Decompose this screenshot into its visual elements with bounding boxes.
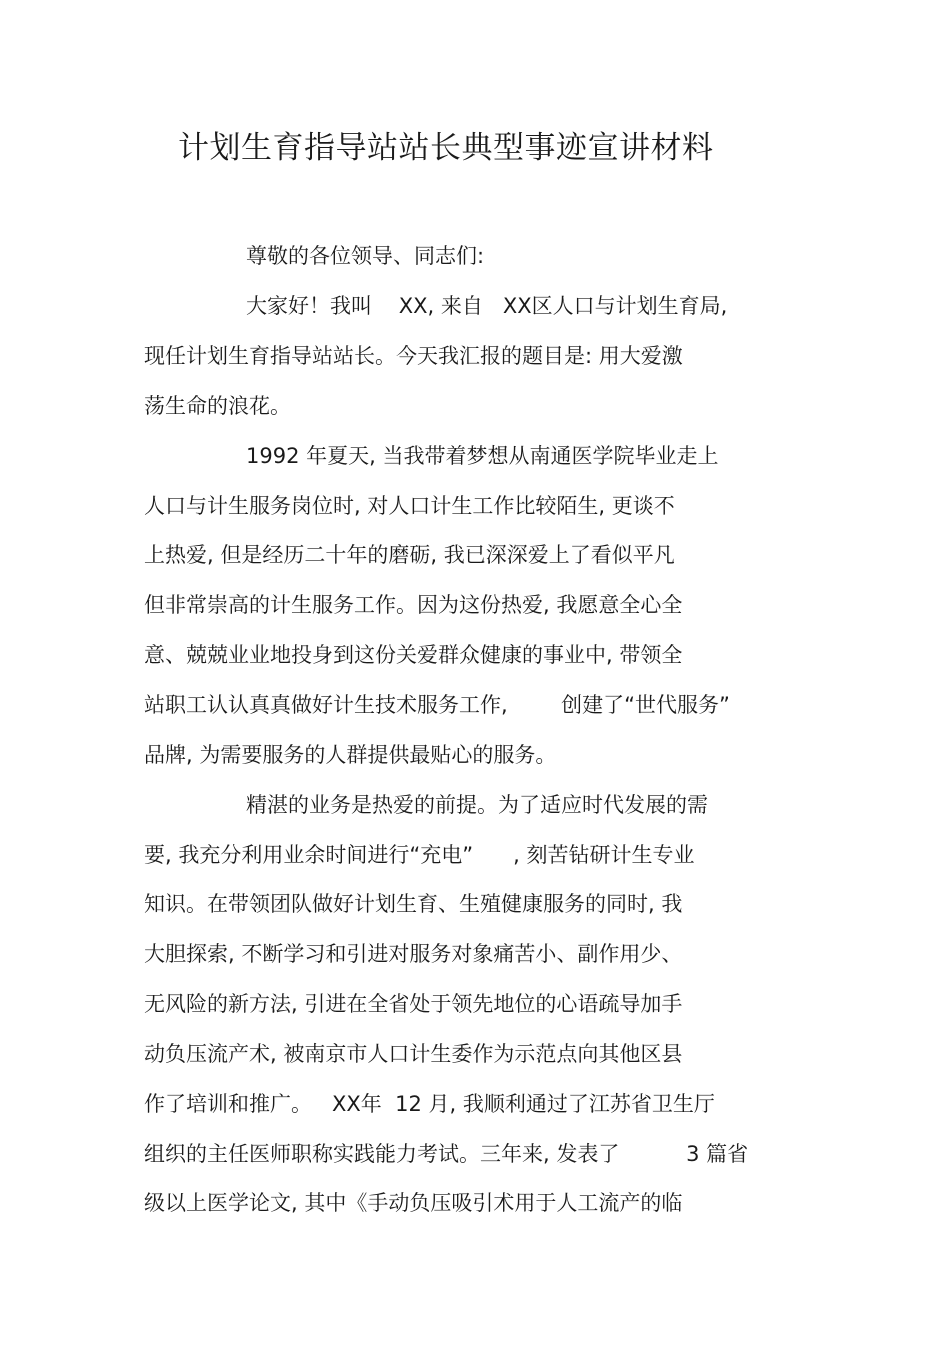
paragraph-line: 级以上医学论文, 其中《手动负压吸引术用于人工流产的临 (144, 1191, 683, 1215)
paragraph-line: 但非常崇高的计生服务工作。因为这份热爱, 我愿意全心全 (144, 593, 683, 617)
paragraph-line: 品牌, 为需要服务的人群提供最贴心的服务。 (144, 743, 557, 767)
document-title: 计划生育指导站站长典型事迹宣讲材料 (178, 130, 714, 166)
paragraph-line: 要, 我充分利用业余时间进行“充电” , 刻苦钻研计生专业 (144, 843, 695, 867)
paragraph-line: 大胆探索, 不断学习和引进对服务对象痛苦小、副作用少、 (144, 942, 683, 966)
paragraph-line: 大家好！我叫 XX, 来自 XX区人口与计划生育局, (246, 294, 728, 318)
paragraph-line: 组织的主任医师职称实践能力考试。三年来, 发表了 3 篇省 (144, 1142, 749, 1166)
paragraph-line: 人口与计生服务岗位时, 对人口计生工作比较陌生, 更谈不 (144, 494, 675, 518)
paragraph-line: 作了培训和推广。 XX年 12 月, 我顺利通过了江苏省卫生厅 (144, 1092, 715, 1116)
salutation-line: 尊敬的各位领导、同志们: (246, 244, 485, 268)
paragraph-line: 现任计划生育指导站站长。今天我汇报的题目是: 用大爱激 (144, 344, 683, 368)
paragraph-line: 知识。在带领团队做好计划生育、生殖健康服务的同时, 我 (144, 892, 683, 916)
paragraph-line: 无风险的新方法, 引进在全省处于领先地位的心语疏导加手 (144, 992, 683, 1016)
paragraph-line: 动负压流产术, 被南京市人口计生委作为示范点向其他区县 (144, 1042, 683, 1066)
paragraph-line: 站职工认认真真做好计生技术服务工作, 创建了“世代服务” (144, 693, 730, 717)
paragraph-line: 意、兢兢业业地投身到这份关爱群众健康的事业中, 带领全 (144, 643, 683, 667)
paragraph-line: 荡生命的浪花。 (144, 394, 291, 418)
paragraph-line: 1992 年夏天, 当我带着梦想从南通医学院毕业走上 (246, 444, 719, 468)
paragraph-line: 上热爱, 但是经历二十年的磨砺, 我已深深爱上了看似平凡 (144, 543, 675, 567)
paragraph-line: 精湛的业务是热爱的前提。为了适应时代发展的需 (246, 793, 708, 817)
